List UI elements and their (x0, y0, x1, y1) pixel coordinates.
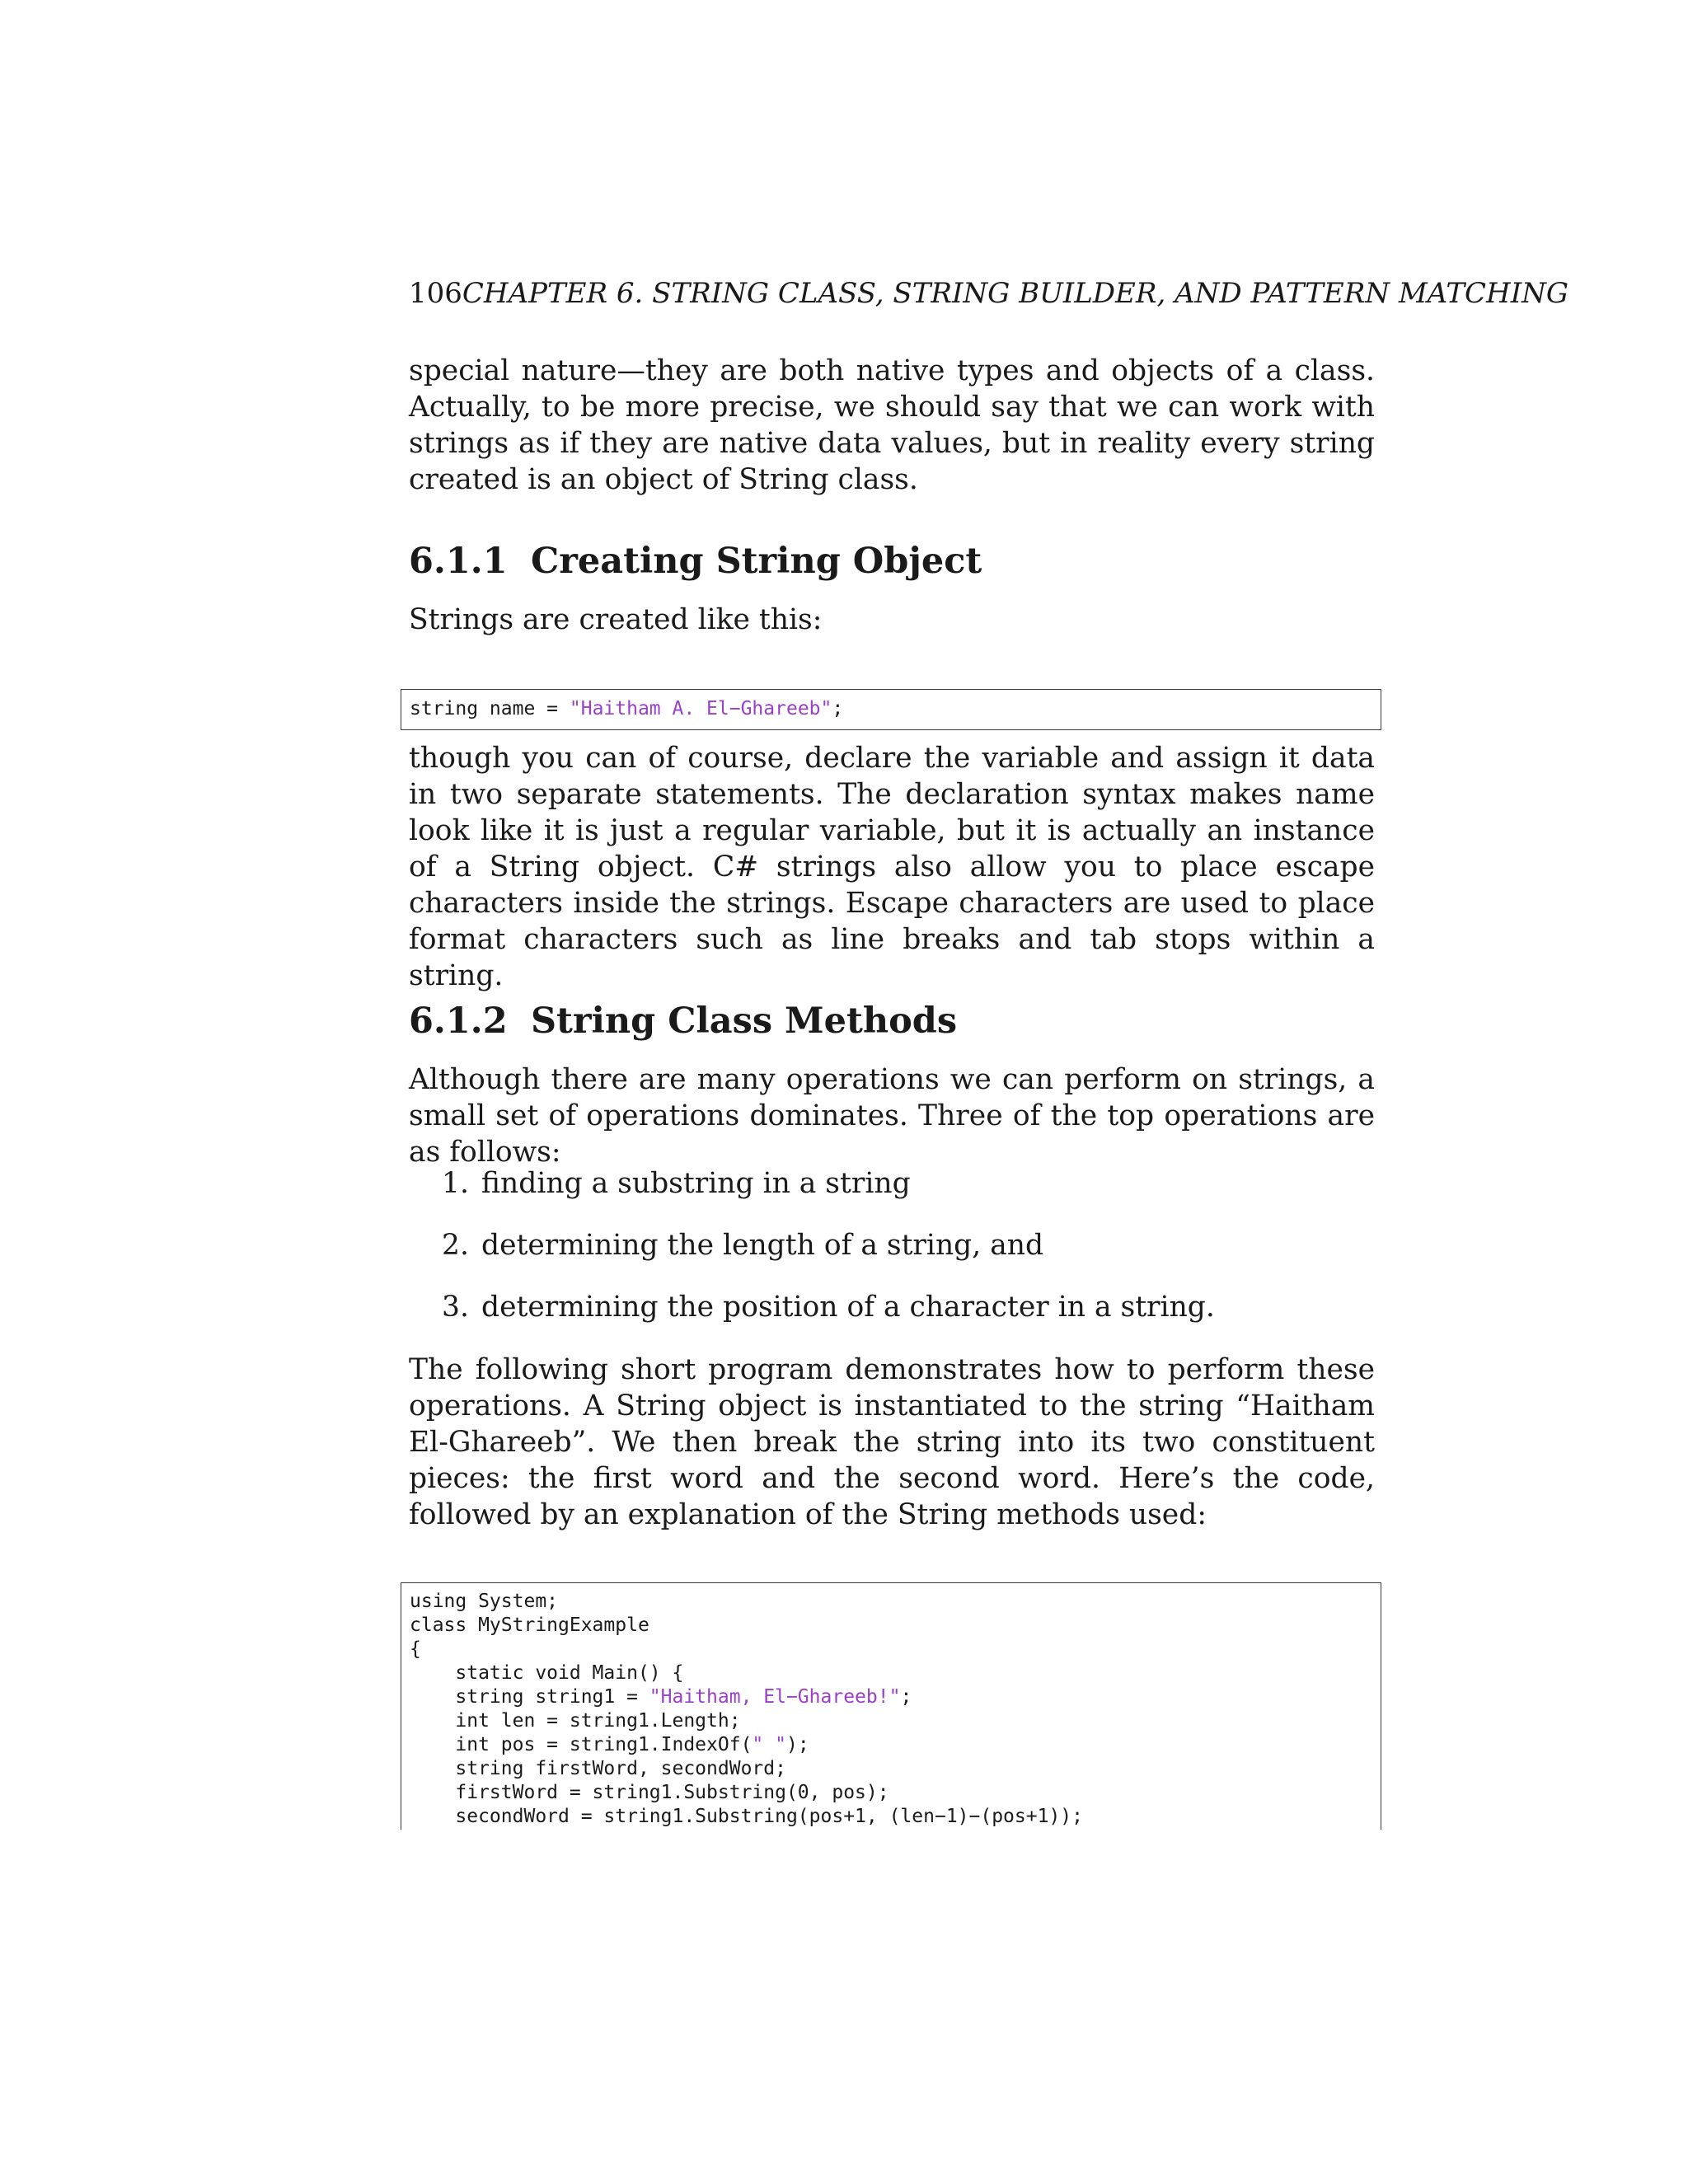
code-line (410, 1638, 1381, 1661)
code-text: ; (900, 1686, 912, 1708)
list-item-text: determining the length of a string, and (481, 1229, 1044, 1262)
code-text: class MyStringExample (410, 1615, 649, 1636)
code-line (410, 1757, 1381, 1781)
code-line (410, 1590, 1381, 1614)
section2-paragraph-block (409, 1352, 1375, 1533)
list-item-text: finding a substring in a string (481, 1167, 911, 1200)
list-item-number: 3. (442, 1291, 469, 1324)
code-line (410, 1805, 1381, 1829)
code-text: string name = (410, 698, 570, 719)
list-item-number: 2. (442, 1229, 469, 1262)
code-line (410, 1685, 1381, 1709)
section1-lead-block (409, 602, 1375, 638)
section-number: 6.1.1 (409, 541, 508, 582)
intro-paragraph-block (409, 353, 1375, 498)
section1-paragraph: though you can of course, declare the variable and assign it data in two separate statements. The declaration syntax makes name look like it is just a regular variable, but it is actually an instance of a String object. C# strings also allow you to place escape characters inside the strings. Escape characters are used to place format characters such as line breaks and tab stops within a string. (409, 742, 1375, 992)
list-item (442, 1227, 1043, 1263)
section2-lead-block (409, 1062, 1375, 1170)
list-item (442, 1289, 1215, 1325)
code-line (410, 1614, 1381, 1638)
section-title: Creating String Object (531, 541, 982, 582)
intro-paragraph: special nature—they are both native types and objects of a class. Actually, to be more precise, we should say that we can work with strings as if they are native data values, but in reality every string created is an object of String class. (409, 354, 1375, 496)
code-line (410, 1661, 1381, 1685)
code-text: int len = string1.Length; (410, 1710, 741, 1732)
section-title: String Class Methods (531, 1001, 958, 1042)
page-number: 106 (409, 277, 462, 310)
code-listing-mystringexample (401, 1582, 1381, 1830)
code-text: secondWord = string1.Substring(pos+1, (len−1)−(pos+1)); (410, 1806, 1083, 1827)
running-header (409, 277, 1569, 310)
chapter-title: CHAPTER 6. STRING CLASS, STRING BUILDER, AND PATTERN MATCHING (462, 277, 1569, 310)
list-item (442, 1165, 911, 1202)
code-string-literal: "Haitham, El−Ghareeb!" (649, 1686, 901, 1708)
list-item-number: 1. (442, 1167, 469, 1200)
code-text: ); (785, 1734, 809, 1755)
code-text: string string1 = (410, 1686, 649, 1708)
code-string-literal: " " (752, 1734, 786, 1755)
code-listing-string-declaration (401, 689, 1381, 730)
code-text: static void Main() { (410, 1662, 684, 1684)
code-string-literal: "Haitham A. El−Ghareeb" (569, 698, 832, 719)
section1-paragraph-block (409, 740, 1375, 994)
code-line (410, 1709, 1381, 1733)
code-text: int pos = string1.IndexOf( (410, 1734, 753, 1755)
section-heading-6-1-1 (409, 541, 982, 582)
section-heading-6-1-2 (409, 1001, 957, 1042)
section2-lead: Although there are many operations we can perform on strings, a small set of operations dominates. Three of the top operations are as follows: (409, 1063, 1375, 1169)
code-line (410, 1733, 1381, 1757)
list-item-text: determining the position of a character in a string. (481, 1291, 1215, 1324)
code-text: ; (832, 698, 844, 719)
section-number: 6.1.2 (409, 1001, 508, 1042)
section2-paragraph: The following short program demonstrates how to perform these operations. A String object is instantiated to the string “Haitham El-Ghareeb”. We then break the string into its two constituent pieces: the first word and the second word. Here’s the code, followed by an explanation of the String methods used: (409, 1353, 1375, 1531)
code-text: firstWord = string1.Substring(0, pos); (410, 1782, 889, 1803)
code-line (410, 1781, 1381, 1805)
code-text: using System; (410, 1591, 559, 1612)
code-text: string firstWord, secondWord; (410, 1758, 786, 1779)
section1-lead: Strings are created like this: (409, 603, 823, 636)
code-text: { (410, 1638, 421, 1660)
